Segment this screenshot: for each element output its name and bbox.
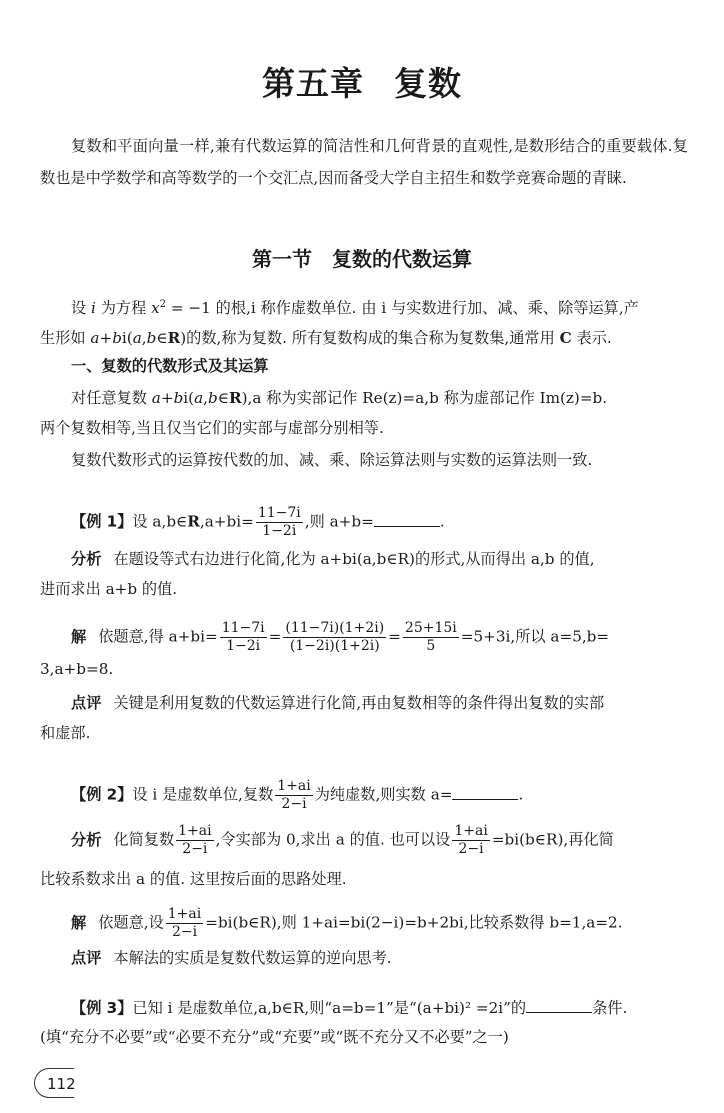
def-text: 表示. xyxy=(576,329,612,347)
text: =5+3i,所以 a=5,b= xyxy=(460,627,610,646)
page-number: 112 xyxy=(34,1068,74,1098)
numerator: (11−7i)(1+2i) xyxy=(285,620,385,636)
example-2-analysis-1 xyxy=(40,823,719,858)
text: ,令实部为 0,求出 a 的值. 也可以设 xyxy=(215,830,451,849)
comment-label: 点评 xyxy=(71,694,102,712)
text: 对任意复数 xyxy=(71,389,152,407)
def-text: 设 xyxy=(71,299,92,318)
numerator: 11−7i xyxy=(257,505,301,521)
fraction xyxy=(220,620,267,655)
text: 条件. xyxy=(592,999,628,1017)
fraction xyxy=(256,505,303,540)
numerator: 1+ai xyxy=(167,906,202,922)
denominator: 2−i xyxy=(281,796,307,812)
answer-blank xyxy=(452,785,518,800)
def-text: 的数,称为复数. 所有复数构成的集合称为复数集,通常用 xyxy=(186,329,555,347)
denominator: 2−i xyxy=(458,841,484,857)
numerator: 1+ai xyxy=(454,823,488,839)
example-2-comment xyxy=(40,945,719,971)
example-1-solution-2: 3,a+b=8. xyxy=(40,660,114,678)
text: =bi(b∈R),再化简 xyxy=(491,830,614,849)
denominator: 2−i xyxy=(182,841,208,857)
analysis-label: 分析 xyxy=(71,550,102,568)
denominator: (1−2i)(1+2i) xyxy=(289,638,380,654)
intro-paragraph: 复数和平面向量一样,兼有代数运算的简洁性和几何背景的直观性,是数形结合的重要载体.复数也是中学数学和高等数学的一个交汇点,因而备受大学自主招生和数学竞赛命题的青睐. xyxy=(40,137,688,187)
example-2-analysis-2: 比较系数求出 a 的值. 这里按后面的思路处理. xyxy=(40,870,347,888)
answer-blank xyxy=(526,998,592,1013)
example-3-label: 【例 3】 xyxy=(71,999,133,1017)
re-im-line-1: 对任意复数 a+bi(a,b∈R),a 称为实部记作 Re(z)=a,b 称为虚部记作 Im(z)=b. xyxy=(71,389,608,407)
fraction xyxy=(166,906,203,941)
text: 为纯虚数,则实数 a= xyxy=(314,785,453,804)
denominator: 5 xyxy=(426,638,436,654)
answer-blank xyxy=(374,512,440,527)
fraction xyxy=(176,823,213,858)
fraction xyxy=(275,778,312,813)
def-text: 为方程 xyxy=(95,299,152,318)
example-1-solution-1: 解 依题意,得 a+bi= $\frac{11-7i}{1-2i}$ = $\frac{(11-7i)(1+2i)}{(1-2i)(1+2i)}$ = $\frac{25+15i}{5}$ =5+3i,所以 a=5,b= xyxy=(71,620,610,654)
chapter-name: 复数 xyxy=(394,64,462,103)
example-1-stem: 【例 1】设 a,b∈R,a+bi= $\frac{11-7i}{1-2i}$ ,则 a+b= . xyxy=(71,505,445,539)
section-name: 复数的代数运算 xyxy=(332,247,472,271)
denominator: 2−i xyxy=(171,924,198,940)
text: 化简复数 xyxy=(113,830,175,849)
section-number: 第一节 xyxy=(252,247,312,271)
analysis-label: 分析 xyxy=(71,830,102,849)
example-2-solution xyxy=(40,906,719,941)
chapter-heading xyxy=(0,58,724,105)
solution-label: 解 xyxy=(71,627,87,646)
example-1-comment-2: 和虚部. xyxy=(40,724,91,742)
fraction xyxy=(283,620,386,655)
example-3-instruction: (填“充分不必要”或“必要不充分”或“充要”或“既不充分又不必要”之一) xyxy=(40,1028,509,1046)
text: =bi(b∈R),则 1+ai=bi(2−i)=b+2bi,比较系数得 b=1,a=2. xyxy=(205,913,623,932)
def-text: 生形如 xyxy=(40,329,91,347)
definition-line-1: 设 i 为方程 $x^2 = -1$ 的根,i 称作虚数单位. 由 i 与实数进行加、减、乘、除等运算,产 xyxy=(71,299,639,318)
text: . xyxy=(518,785,524,804)
text: 设 i 是虚数单位,复数 xyxy=(132,785,274,804)
text: 在题设等式右边进行化简,化为 a+bi(a,b∈R)的形式,从而得出 a,b 的值, xyxy=(113,550,595,568)
numerator: 11−7i xyxy=(221,620,265,636)
definition-line-2: 生形如 a+bi(a,b∈R)的数,称为复数. 所有复数构成的集合称为复数集,通常用 C 表示. xyxy=(40,329,612,347)
example-2-label: 【例 2】 xyxy=(71,785,133,804)
text: ,则 a+b= xyxy=(304,512,374,531)
example-3-stem xyxy=(40,995,719,1021)
subheading: 一、复数的代数形式及其运算 xyxy=(71,357,269,375)
text: 依题意,设 xyxy=(98,913,164,932)
operations-line: 复数代数形式的运算按代数的加、减、乘、除运算法则与实数的运算法则一致. xyxy=(71,451,593,469)
fraction xyxy=(403,620,459,655)
denominator: 1−2i xyxy=(262,523,297,539)
example-1-comment-1 xyxy=(40,690,719,716)
example-2-stem xyxy=(40,778,719,813)
text: 已知 i 是虚数单位,a,b∈R,则“a=b=1”是“(a+bi)² =2i”的 xyxy=(132,999,527,1017)
comment-label: 点评 xyxy=(71,949,102,967)
example-1-analysis-2: 进而求出 a+b 的值. xyxy=(40,580,178,598)
solution-label: 解 xyxy=(71,913,87,932)
text: 设 a,b∈ xyxy=(132,512,188,531)
example-1-analysis-1 xyxy=(40,546,719,572)
re-im-line-2: 两个复数相等,当且仅当它们的实部与虚部分别相等. xyxy=(40,419,384,437)
numerator: 1+ai xyxy=(178,823,212,839)
example-1-label: 【例 1】 xyxy=(71,512,133,531)
text: 关键是利用复数的代数运算进行化简,再由复数相等的条件得出复数的实部 xyxy=(113,694,605,712)
numerator: 1+ai xyxy=(277,778,311,794)
text: ,a+bi= xyxy=(199,512,254,531)
fraction xyxy=(452,823,489,858)
def-text: 的根,i 称作虚数单位. 由 i 与实数进行加、减、乘、除等运算,产 xyxy=(210,299,639,318)
chapter-title: 第五章 xyxy=(262,64,364,103)
section-heading xyxy=(0,243,724,272)
text: . xyxy=(439,512,445,531)
text: 依题意,得 a+bi= xyxy=(98,627,218,646)
text: ,a 称为实部记作 Re(z)=a,b 称为虚部记作 Im(z)=b. xyxy=(247,389,608,407)
text: 本解法的实质是复数代数运算的逆向思考. xyxy=(113,949,392,967)
numerator: 25+15i xyxy=(404,620,457,636)
denominator: 1−2i xyxy=(226,638,261,654)
